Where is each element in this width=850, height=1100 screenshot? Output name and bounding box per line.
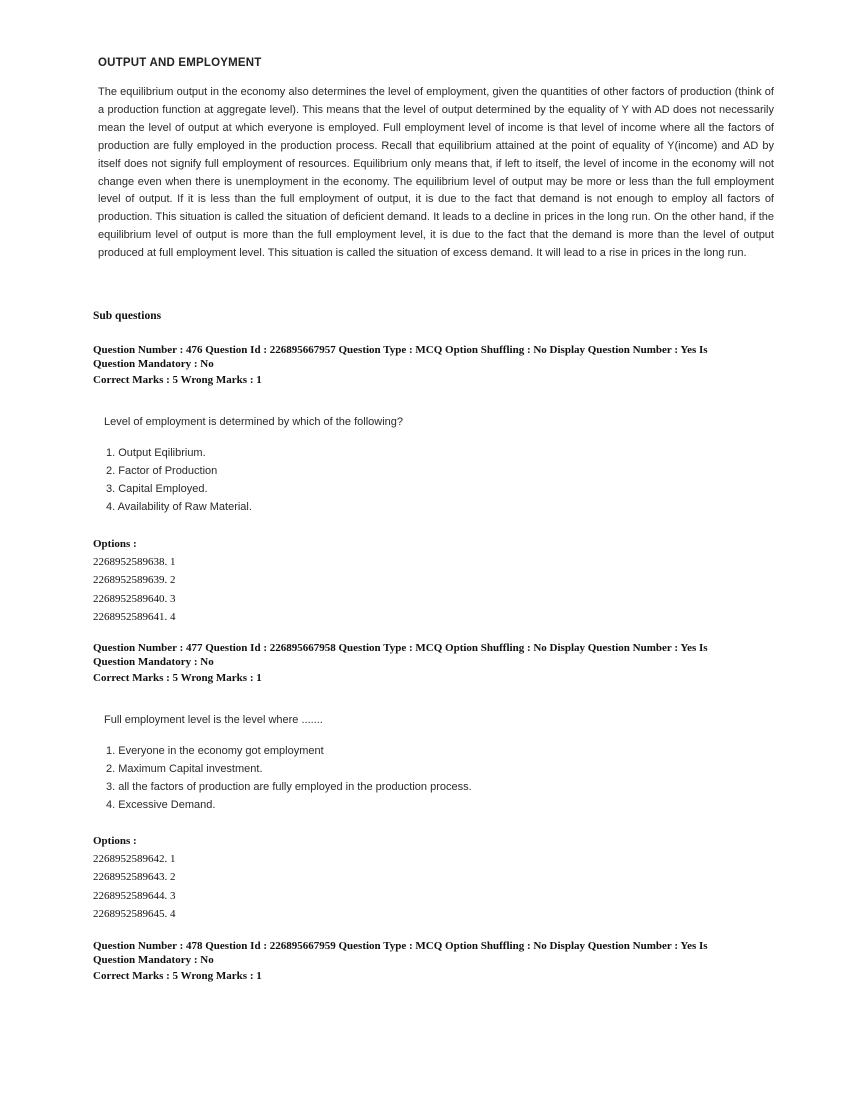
question-mandatory-line: Question Mandatory : No [93,954,214,966]
question-header-line: Question Number : 478 Question Id : 226895667959 Question Type : MCQ Option Shuffling : No Display Question Number : Yes Is [93,940,708,952]
choice-item: 1. Output Eqilibrium. [106,447,206,459]
option-item: 2268952589639. 2 [93,574,176,587]
option-item: 2268952589641. 4 [93,610,176,623]
question-476-choices [106,444,252,516]
sub-questions-label: Sub questions [93,310,162,322]
choice-item: 2. Factor of Production [106,465,218,477]
question-477-choices [106,742,472,814]
question-477-text: Full employment level is the level where ....... [104,714,323,726]
option-item: 2268952589645. 4 [93,907,176,920]
question-mandatory-line: Question Mandatory : No [93,656,214,668]
question-marks: Correct Marks : 5 Wrong Marks : 1 [93,672,262,684]
question-mandatory-line: Question Mandatory : No [93,358,214,370]
choice-item: 1. Everyone in the economy got employment [106,745,324,757]
option-item: 2268952589644. 3 [93,889,176,902]
option-item: 2268952589638. 1 [93,556,176,568]
question-477-options [93,850,176,923]
options-label: Options : [93,835,137,847]
question-478-header [93,939,773,983]
option-item: 2268952589643. 2 [93,871,176,884]
question-476-text: Level of employment is determined by which of the following? [104,416,403,428]
choice-item: 2. Maximum Capital investment. [106,763,263,775]
passage-title: OUTPUT AND EMPLOYMENT [98,57,262,69]
question-476-header [93,343,773,387]
option-item: 2268952589640. 3 [93,592,176,605]
question-marks: Correct Marks : 5 Wrong Marks : 1 [93,374,262,386]
option-item: 2268952589642. 1 [93,853,176,865]
options-label: Options : [93,538,137,550]
question-header-line: Question Number : 477 Question Id : 226895667958 Question Type : MCQ Option Shuffling : No Display Question Number : Yes Is [93,642,708,654]
question-marks: Correct Marks : 5 Wrong Marks : 1 [93,970,262,982]
choice-item: 4. Availability of Raw Material. [106,501,252,513]
question-476-options [93,553,176,626]
passage-body: The equilibrium output in the economy also determines the level of employment, given the quantities of other factors of production (think of a production function at aggregate level). This means that the level of output determined by the equality of Y with AD does not necessarily mean the level of output at which everyone is employed. Full employment level of income is that level of income where all the factors of production are fully employed in the production process. Recall that equilibrium attained at the point of equality of Y(income) and AD by itself does not signify full employment of resources. Equilibrium only means that, if left to itself, the level of income in the economy will not change even when there is unemployment in the economy. The equilibrium level of output may be more or less than the full employment level of output. If it is less than the full employment of output, it is due to the fact that demand is not enough to employ all factors of production. This situation is called the situation of deficient demand. It leads to a decline in prices in the long run. On the other hand, if the equilibrium level of output is more than the full employment level, it is due to the fact that the demand is more than the level of output produced at full employment level. This situation is called the situation of excess demand. It will lead to a rise in prices in the long run. [98,86,774,260]
choice-item: 3. all the factors of production are fully employed in the production process. [106,781,472,793]
question-477-header [93,641,773,685]
choice-item: 4. Excessive Demand. [106,799,216,811]
choice-item: 3. Capital Employed. [106,483,208,495]
question-header-line: Question Number : 476 Question Id : 226895667957 Question Type : MCQ Option Shuffling : No Display Question Number : Yes Is [93,344,708,356]
